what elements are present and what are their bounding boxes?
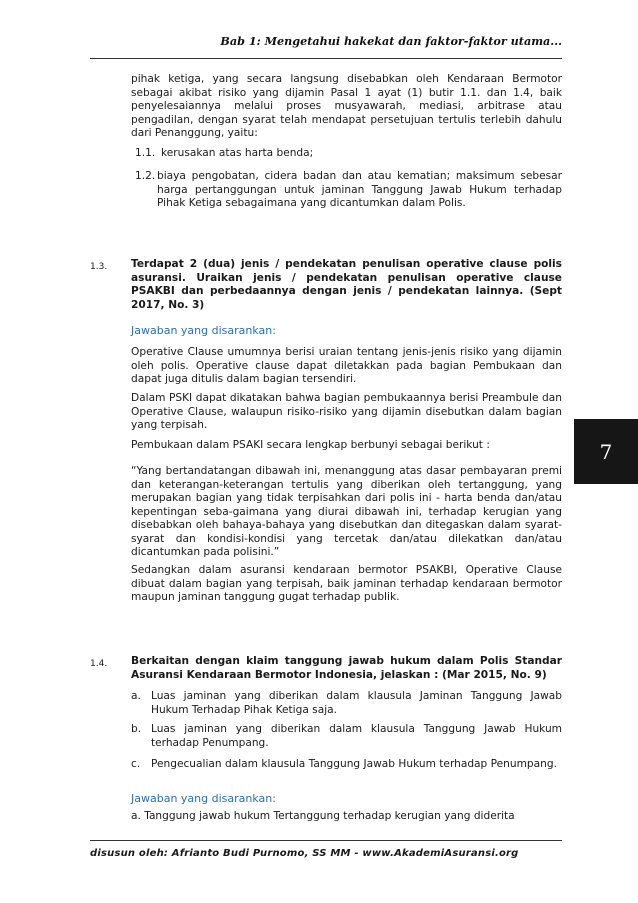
- question-number: 1.4.: [90, 659, 108, 669]
- list-item: [135, 147, 562, 161]
- list-item: [131, 723, 562, 750]
- answer-label: Jawaban yang disarankan:: [131, 792, 276, 805]
- answer-paragraph: Operative Clause umumnya berisi uraian tentang jenis-jenis risiko yang dijamin oleh polis. Operative clause dapat diletakkan pada bagian Pembukaan dan dapat juga ditulis dalam bagian tersendiri.: [131, 346, 562, 385]
- list-marker: c.: [131, 758, 141, 770]
- list-marker: 1.1.: [135, 147, 156, 159]
- answer-paragraph: Pembukaan dalam PSAKI secara lengkap berbunyi sebagai berikut :: [131, 439, 490, 451]
- running-header: Bab 1: Mengetahui hakekat dan faktor-faktor utama...: [220, 34, 562, 48]
- list-text: kerusakan atas harta benda;: [161, 147, 314, 159]
- quote-paragraph: “Yang bertandatangan dibawah ini, menanggung atas dasar pembayaran premi dan keterangan-keterangan tertulis yang diberikan oleh tertanggung, yang merupakan bagian yang tidak terpisahkan dari polis ini - harta benda dan/atau kepentingan seba-gaimana yang diurai dibawah ini, terhadap kerugian yang disebabkan oleh bahaya-bahaya yang disebutkan dan ditegaskan dalam syarat-syarat dan kondisi-kondisi yang tercetak dan/atau dilekatkan dan/atau dicantumkan pada polisini.”: [131, 465, 562, 558]
- answer-paragraph: Sedangkan dalam asuransi kendaraan bermotor PSAKBI, Operative Clause dibuat dalam bagian yang terpisah, baik jaminan terhadap kendaraan bermotor maupun jaminan tanggung gugat terhadap publik.: [131, 564, 562, 603]
- question-text: Berkaitan dengan klaim tanggung jawab hukum dalam Polis Standar Asuransi Kendaraan Bermotor Indonesia, jelaskan : (Mar 2015, No. 9): [131, 655, 562, 681]
- question-1-4: [131, 655, 562, 682]
- header-rule: [90, 58, 562, 59]
- question-number: 1.3.: [90, 262, 108, 272]
- continuation-paragraph: pihak ketiga, yang secara langsung disebabkan oleh Kendaraan Bermotor sebagai akibat risiko yang dijamin Pasal 1 ayat (1) butir 1.1. dan 1.4, baik penyelesaiannya melalui proses musyawarah, mediasi, arbitrase atau pengadilan, dengan syarat telah mendapat persetujuan tertulis terlebih dahulu dari Penanggung, yaitu:: [131, 73, 562, 139]
- answer-paragraph: Dalam PSKI dapat dikatakan bahwa bagian pembukaannya berisi Preambule dan Operative Clause, walaupun risiko-risiko yang dijamin disebutkan dalam bagian yang terpisah.: [131, 392, 562, 431]
- answer-label: Jawaban yang disarankan:: [131, 324, 276, 337]
- answer-line: a. Tanggung jawab hukum Tertanggung terhadap kerugian yang diderita: [131, 810, 515, 822]
- list-item: [135, 170, 562, 211]
- page-footer: disusun oleh: Afrianto Budi Purnomo, SS MM - www.AkademiAsuransi.org: [90, 848, 519, 859]
- list-text: Pengecualian dalam klausula Tanggung Jawab Hukum terhadap Penumpang.: [151, 758, 557, 770]
- list-text: biaya pengobatan, cidera badan dan atau kematian; maksimum sebesar harga pertanggungan untuk jaminan Tanggung Jawab Hukum terhadap Pihak Ketiga sebagaimana yang dicantumkan dalam Polis.: [157, 170, 562, 209]
- list-item: [131, 690, 562, 717]
- top-section: [131, 73, 562, 141]
- list-marker: a.: [131, 690, 141, 702]
- chapter-tab: 7: [574, 419, 638, 484]
- question-1-3: [131, 258, 562, 312]
- list-text: Luas jaminan yang diberikan dalam klausula Tanggung Jawab Hukum terhadap Penumpang.: [151, 723, 562, 749]
- list-item: [131, 758, 562, 772]
- footer-rule: [90, 840, 562, 841]
- question-text: Terdapat 2 (dua) jenis / pendekatan penulisan operative clause polis asuransi. Uraikan jenis / pendekatan penulisan operative clause PSAKBI dan perbedaannya dengan jenis / pendekatan lainnya. (Sept 2017, No. 3): [131, 258, 562, 311]
- list-marker: 1.2.: [135, 170, 156, 182]
- list-marker: b.: [131, 723, 142, 735]
- list-text: Luas jaminan yang diberikan dalam klausula Jaminan Tanggung Jawab Hukum Terhadap Pihak Ketiga saja.: [151, 690, 562, 716]
